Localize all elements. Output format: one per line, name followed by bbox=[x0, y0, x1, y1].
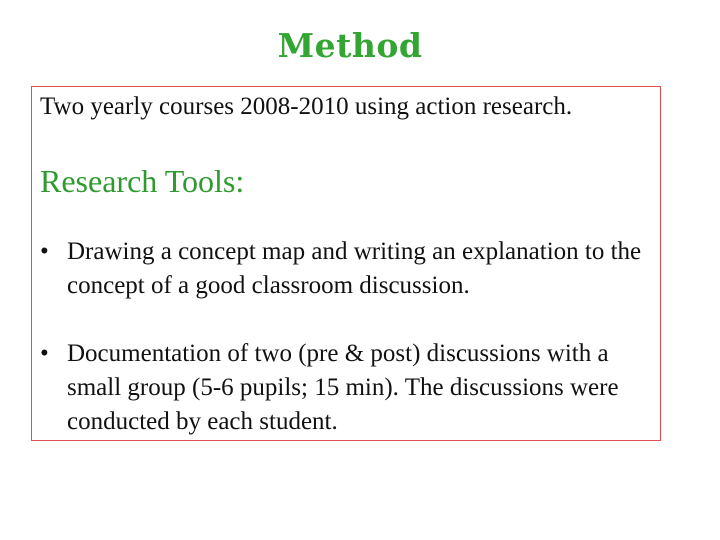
bullet-item bbox=[40, 235, 660, 303]
bullet-text: Drawing a concept map and writing an explanation to the concept of a good classroom discussion. bbox=[67, 238, 642, 299]
bullet-list bbox=[40, 235, 660, 439]
content-box bbox=[31, 86, 661, 441]
section-heading: Research Tools: bbox=[40, 163, 245, 199]
bullet-icon: • bbox=[40, 238, 49, 265]
slide-title: Method bbox=[277, 26, 423, 65]
intro-text: Two yearly courses 2008-2010 using action research. bbox=[40, 93, 573, 120]
bullet-text: Documentation of two (pre & post) discussions with a small group (5-6 pupils; 15 min). The discussions were conducted by each student. bbox=[67, 340, 619, 435]
bullet-item bbox=[40, 337, 660, 439]
bullet-icon: • bbox=[40, 340, 49, 367]
